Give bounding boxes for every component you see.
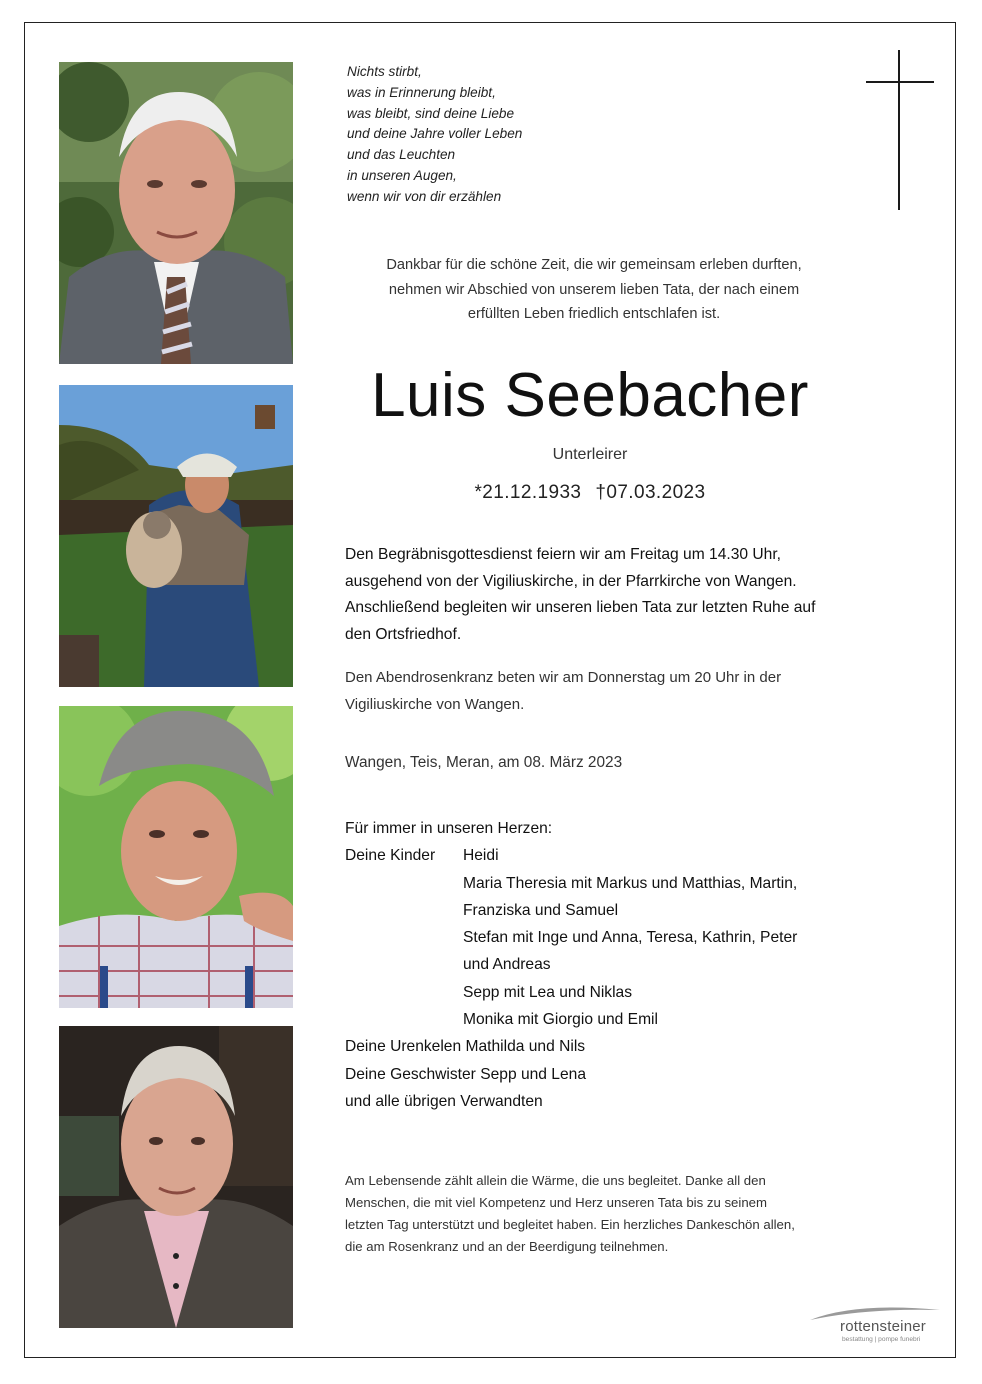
service-line: Anschließend begleiten wir unseren lieben Tata zur letzten Ruhe auf <box>345 599 816 617</box>
child-entry: Heidi <box>463 847 499 865</box>
poem-line: Nichts stirbt, <box>347 64 422 79</box>
children-row <box>345 842 905 869</box>
other-relatives: und alle übrigen Verwandten <box>345 1092 543 1110</box>
photo-man-with-cat <box>59 385 293 687</box>
poem-line: und das Leuchten <box>347 147 456 163</box>
service-line: ausgehend von der Vigiliuskirche, in der Pfarrkirche von Wangen. <box>345 572 797 590</box>
child-entry: Maria Theresia mit Markus und Matthias, Martin, <box>463 874 798 892</box>
poem <box>347 62 522 208</box>
funeral-service-text <box>345 542 865 649</box>
funeral-home-logo <box>806 1300 946 1348</box>
great-grandchildren: Deine Urenkelen Mathilda und Nils <box>345 1038 586 1056</box>
thanks-line: die am Rosenkranz und an der Beerdigung teilnehmen. <box>345 1239 669 1254</box>
thanks-text <box>345 1170 865 1258</box>
photo-elderly-portrait <box>59 1026 293 1328</box>
child-entry: Sepp mit Lea und Niklas <box>463 983 633 1001</box>
family-heading: Für immer in unseren Herzen: <box>345 820 553 837</box>
life-dates <box>400 482 780 504</box>
intro-text <box>349 253 839 327</box>
child-entry: Franziska und Samuel <box>463 901 619 919</box>
siblings: Deine Geschwister Sepp und Lena <box>345 1065 586 1083</box>
portrait-photo-suit <box>59 62 293 364</box>
intro-line: erfüllten Leben friedlich entschlafen ist. <box>467 306 721 322</box>
deceased-name: Luis Seebacher <box>371 361 809 430</box>
thanks-line: Am Lebensende zählt allein die Wärme, die uns begleitet. Danke all den <box>345 1173 766 1188</box>
logo-brand: rottensteiner <box>840 1318 926 1335</box>
child-entry: und Andreas <box>463 956 551 974</box>
poem-line: und deine Jahre voller Leben <box>347 126 523 142</box>
child-entry: Monika mit Giorgio und Emil <box>463 1011 658 1029</box>
rosary-text <box>345 664 865 718</box>
poem-line: wenn wir von dir erzählen <box>347 188 502 204</box>
place-date: Wangen, Teis, Meran, am 08. März 2023 <box>345 754 623 771</box>
intro-line: nehmen wir Abschied von unserem lieben Tata, der nach einem <box>388 281 800 298</box>
service-line: den Ortsfriedhof. <box>345 626 462 644</box>
death-date: †07.03.2023 <box>595 482 706 503</box>
birth-date: *21.12.1933 <box>474 482 582 503</box>
photo-man-with-hat <box>59 706 293 1008</box>
rosary-line: Den Abendrosenkranz beten wir am Donnerstag um 20 Uhr in der <box>345 669 782 686</box>
child-entry: Stefan mit Inge und Anna, Teresa, Kathrin, Peter <box>463 929 798 947</box>
intro-line: Dankbar für die schöne Zeit, die wir gemeinsam erleben durften, <box>386 257 802 273</box>
mourners-list <box>345 815 905 1115</box>
poem-line: was bleibt, sind deine Liebe <box>347 105 515 121</box>
children-label: Deine Kinder <box>345 847 436 865</box>
rosary-line: Vigiliuskirche von Wangen. <box>345 696 525 713</box>
logo-tagline: bestattung | pompe funebri <box>842 1336 921 1343</box>
cross-icon <box>866 50 934 210</box>
thanks-line: letzten Tag unterstützt und begleitet haben. Ein herzliches Dankeschön allen, <box>345 1217 795 1232</box>
deceased-nickname: Unterleirer <box>552 446 628 463</box>
poem-line: in unseren Augen, <box>347 167 457 183</box>
thanks-line: Menschen, die mit viel Kompetenz und Herz unseren Tata bis zu seinem <box>345 1195 767 1210</box>
poem-line: was in Erinnerung bleibt, <box>347 84 496 100</box>
service-line: Den Begräbnisgottesdienst feiern wir am Freitag um 14.30 Uhr, <box>345 546 781 563</box>
